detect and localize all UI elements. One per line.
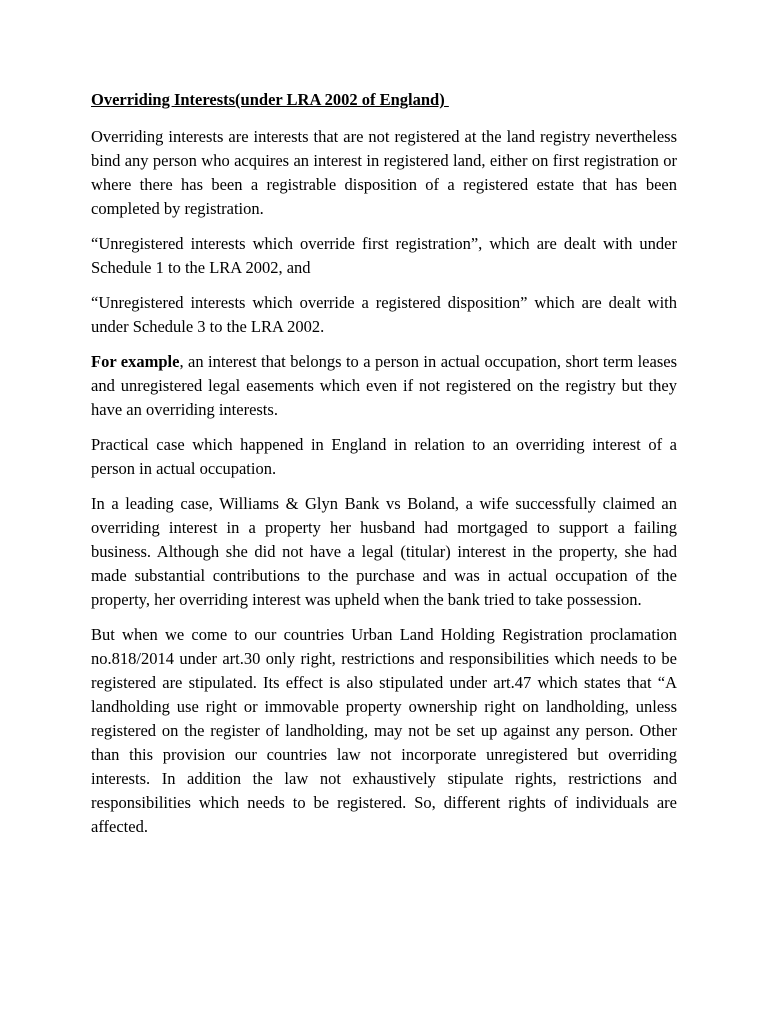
example-text: , an interest that belongs to a person in actual occupation, short term leases and unregistered legal easements which even if not registered on the registry but they have an overriding interests. bbox=[91, 352, 677, 419]
paragraph-practical-case: Practical case which happened in England in relation to an overriding interest of a person in actual occupation. bbox=[91, 435, 677, 478]
paragraph-local-law: But when we come to our countries Urban Land Holding Registration proclamation no.818/2014 under art.30 only right, restrictions and responsibilities which needs to be registered are stipulated. Its effect is also stipulated under art.47 which states that “A landholding use right or immovable property ownership right on landholding, unless registered on the register of landholding, may not be set up against any person. Other than this provision our countries law not incorporate unregistered but overriding interests. In addition the law not exhaustively stipulate rights, restrictions and responsibilities which needs to be registered. So, different rights of individuals are affected. bbox=[91, 625, 677, 836]
paragraph-schedule-1: “Unregistered interests which override first registration”, which are dealt with under Schedule 1 to the LRA 2002, and bbox=[91, 234, 677, 277]
document-page bbox=[91, 88, 677, 850]
paragraph-leading-case: In a leading case, Williams & Glyn Bank vs Boland, a wife successfully claimed an overriding interest in a property her husband had mortgaged to support a failing business. Although she did not have a legal (titular) interest in the property, she had made substantial contributions to the purchase and was in actual occupation of the property, her overriding interest was upheld when the bank tried to take possession. bbox=[91, 494, 677, 609]
paragraph-example bbox=[91, 350, 677, 422]
document-title: Overriding Interests(under LRA 2002 of England) bbox=[91, 90, 449, 109]
example-lead: For example bbox=[91, 352, 180, 371]
paragraph-definition: Overriding interests are interests that are not registered at the land registry nevertheless bind any person who acquires an interest in registered land, either on first registration or where there has been a registrable disposition of a registered estate that has been completed by registration. bbox=[91, 127, 677, 218]
paragraph-schedule-3: “Unregistered interests which override a registered disposition” which are dealt with under Schedule 3 to the LRA 2002. bbox=[91, 293, 677, 336]
